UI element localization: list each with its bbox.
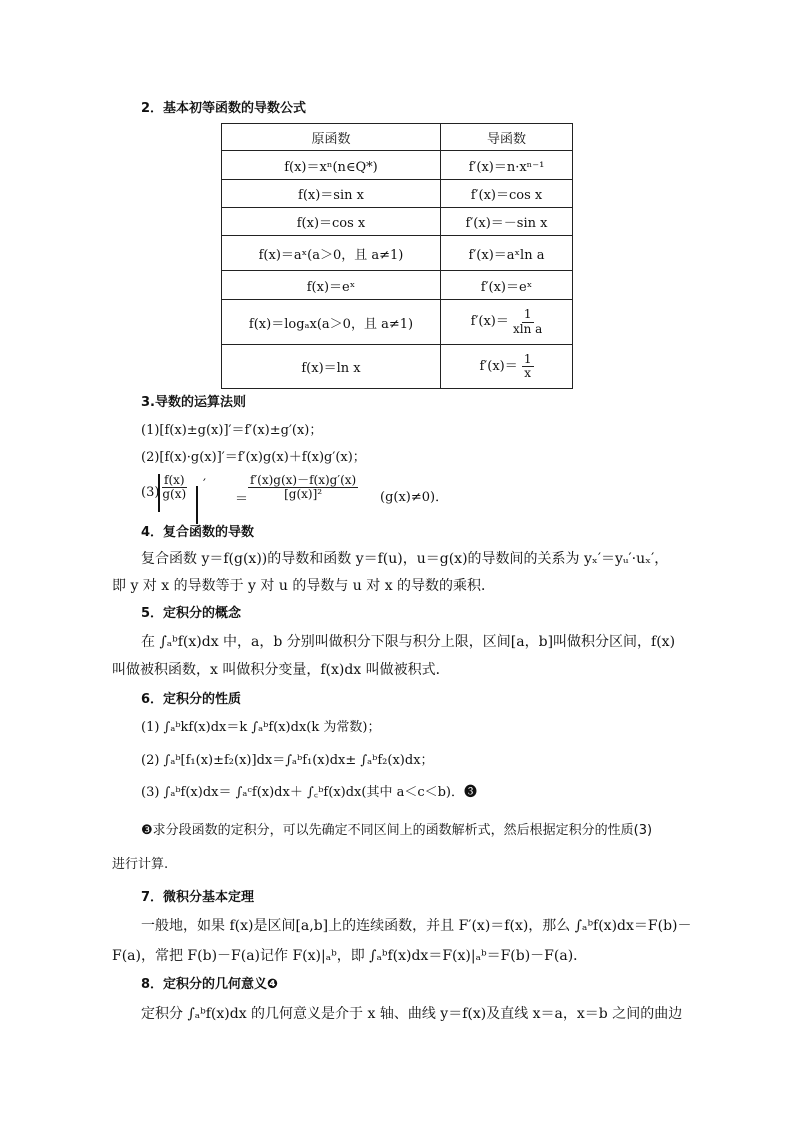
note-3-line-2: 进行计算. xyxy=(112,857,169,872)
quotient-bracket-right xyxy=(196,486,198,524)
section-8-heading: 8．定积分的几何意义❹ xyxy=(141,977,279,992)
quotient-inner xyxy=(162,474,187,501)
table-cell: f(x)＝logₐx(a＞0，且 a≠1) xyxy=(222,300,441,345)
table-row xyxy=(222,151,573,180)
quotient-equals: ＝ xyxy=(235,492,249,507)
quotient-inner-fraction xyxy=(162,474,187,501)
table-header-row xyxy=(222,124,573,151)
integral-property-3: (3) ∫ₐᵇf(x)dx＝ ∫ₐᶜf(x)dx＋ ∫꜀ᵇf(x)dx(其中 a＜c＜b)．❸ xyxy=(141,785,478,800)
table-cell: f′(x)＝－sin x xyxy=(441,208,573,236)
table-cell: f′(x)＝aˣln a xyxy=(441,236,573,271)
table-row xyxy=(222,271,573,300)
integral-property-1: (1) ∫ₐᵇkf(x)dx＝k ∫ₐᵇf(x)dx(k 为常数)； xyxy=(141,720,381,735)
table-cell: f(x)＝eˣ xyxy=(222,271,441,300)
table-header-original: 原函数 xyxy=(222,124,441,151)
quotient-bracket-left xyxy=(158,474,160,512)
integral-property-2: (2) ∫ₐᵇ[f₁(x)±f₂(x)]dx＝∫ₐᵇf₁(x)dx± ∫ₐᵇf₂(x)dx； xyxy=(141,753,434,768)
table-cell: f′(x)＝cos x xyxy=(441,180,573,208)
table-cell: f(x)＝ln x xyxy=(222,345,441,389)
table-row xyxy=(222,236,573,271)
section-7-heading: 7．微积分基本定理 xyxy=(141,890,255,905)
section-4-line-1: 复合函数 y＝f(g(x))的导数和函数 y＝f(u)，u＝g(x)的导数间的关系为 yₓ′＝yᵤ′·uₓ′， xyxy=(141,551,669,567)
note-3-line-1: ❸求分段函数的定积分，可以先确定不同区间上的函数解析式，然后根据定积分的性质(3) xyxy=(141,823,653,838)
table-cell: f(x)＝sin x xyxy=(222,180,441,208)
table-cell: f′(x)＝eˣ xyxy=(441,271,573,300)
table-cell: f′(x)＝n·xⁿ⁻¹ xyxy=(441,151,573,180)
section-7-line-2: F(a)，常把 F(b)－F(a)记作 F(x)|ₐᵇ，即 ∫ₐᵇf(x)dx＝F(x)|ₐᵇ＝F(b)－F(a)． xyxy=(112,948,588,964)
quotient-prime: ′ xyxy=(203,477,206,492)
fraction-denominator: g(x) xyxy=(162,487,187,502)
ln-derivative-fraction xyxy=(522,353,534,380)
section-7-line-1: 一般地，如果 f(x)是区间[a,b]上的连续函数，并且 F′(x)＝f(x)，那么 ∫ₐᵇf(x)dx＝F(b)－ xyxy=(141,918,692,934)
section-4-heading: 4．复合函数的导数 xyxy=(141,525,255,540)
section-8-line-1: 定积分 ∫ₐᵇf(x)dx 的几何意义是介于 x 轴、曲线 y＝f(x)及直线 x＝a，x＝b 之间的曲边 xyxy=(141,1006,683,1022)
rule-quotient-prefix: (3) xyxy=(141,485,160,500)
fraction-numerator: f(x) xyxy=(164,473,185,487)
section-5-line-1: 在 ∫ₐᵇf(x)dx 中，a，b 分别叫做积分下限与积分上限，区间[a，b]叫做积分区间，f(x) xyxy=(141,634,676,650)
quotient-result-fraction xyxy=(248,474,358,501)
fraction-denominator: x xyxy=(524,366,532,380)
table-row xyxy=(222,180,573,208)
table-cell: f(x)＝aˣ(a＞0，且 a≠1) xyxy=(222,236,441,271)
table-cell-ln-derivative xyxy=(441,345,573,389)
fraction-denominator: xln a xyxy=(513,321,543,336)
quotient-condition: (g(x)≠0)． xyxy=(380,490,449,505)
table-cell: f(x)＝cos x xyxy=(222,208,441,236)
table-row xyxy=(222,300,573,345)
fraction-denominator: [g(x)]² xyxy=(284,487,323,502)
ln-derivative-lhs: f′(x)＝ xyxy=(479,359,518,374)
fraction-numerator: 1 xyxy=(523,307,532,322)
table-row xyxy=(222,345,573,389)
fraction-numerator: 1 xyxy=(523,351,532,366)
section-3-heading: 3.导数的运算法则 xyxy=(141,395,246,410)
table-cell-log-derivative xyxy=(441,300,573,345)
section-5-line-2: 叫做被积函数，x 叫做积分变量，f(x)dx 叫做被积式． xyxy=(112,662,450,678)
log-derivative-fraction xyxy=(513,308,542,335)
section-6-heading: 6．定积分的性质 xyxy=(141,692,242,707)
section-5-heading: 5．定积分的概念 xyxy=(141,606,242,621)
log-derivative-lhs: f′(x)＝ xyxy=(470,314,509,330)
section-2-heading: 2．基本初等函数的导数公式 xyxy=(141,101,307,116)
fraction-numerator: f′(x)g(x)－f(x)g′(x) xyxy=(250,473,357,487)
table-header-derivative: 导函数 xyxy=(441,124,573,151)
table-row xyxy=(222,208,573,236)
section-4-line-2: 即 y 对 x 的导数等于 y 对 u 的导数与 u 对 x 的导数的乘积． xyxy=(112,578,496,594)
table-cell: f(x)＝xⁿ(n∈Q*) xyxy=(222,151,441,180)
rule-product: (2)[f(x)·g(x)]′＝f′(x)g(x)＋f(x)g′(x)； xyxy=(141,450,366,465)
derivative-table xyxy=(221,123,573,389)
rule-sum: (1)[f(x)±g(x)]′＝f′(x)±g′(x)； xyxy=(141,423,323,438)
quotient-result xyxy=(248,474,358,501)
